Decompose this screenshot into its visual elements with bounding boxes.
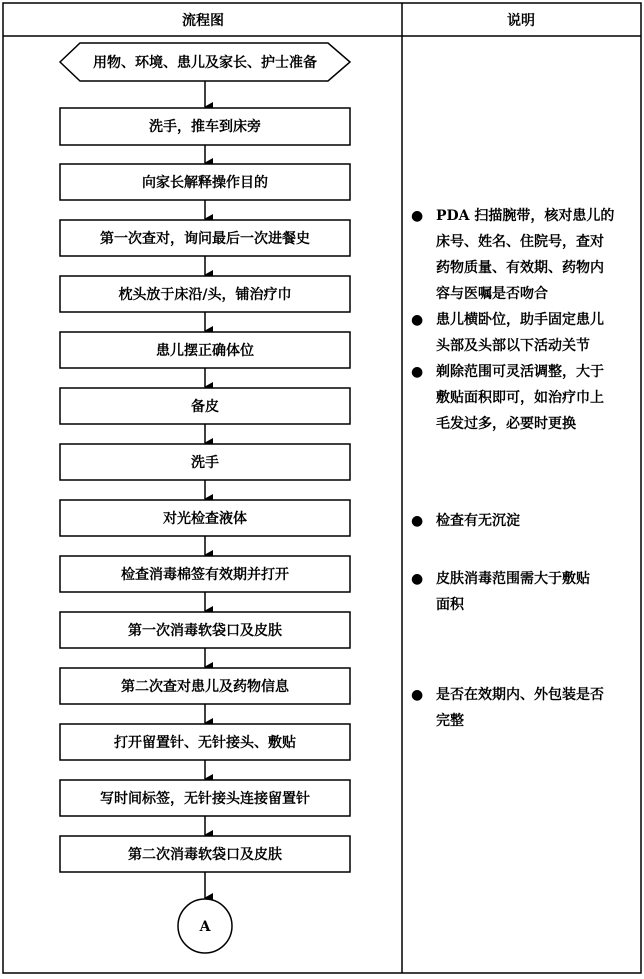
note-line: 是否在效期内、外包装是否 bbox=[436, 687, 604, 703]
step-text-8: 对光检查液体 bbox=[163, 511, 247, 527]
step-text-2: 向家长解释操作目的 bbox=[142, 175, 268, 191]
note-line: 头部及头部以下活动关节 bbox=[436, 338, 590, 354]
note-line: 患儿横卧位，助手固定患儿 bbox=[436, 312, 604, 328]
note-bullet-4: ● bbox=[411, 513, 424, 529]
step-text-1: 洗手，推车到床旁 bbox=[149, 119, 261, 135]
flow-column-header: 流程图 bbox=[182, 13, 224, 29]
step-text-13: 写时间标签，无针接头连接留置针 bbox=[100, 791, 310, 807]
step-text-7: 洗手 bbox=[191, 455, 219, 471]
connector-a-label: A bbox=[199, 919, 211, 935]
note-line: 完整 bbox=[436, 713, 464, 729]
note-bullet-1: ● bbox=[411, 208, 424, 224]
step-text-12: 打开留置针、无针接头、敷贴 bbox=[114, 735, 296, 751]
note-line: 床号、姓名、住院号，查对 bbox=[436, 234, 604, 250]
note-line: 药物质量、有效期、药物内 bbox=[436, 260, 604, 276]
note-line: 检查有无沉淀 bbox=[436, 513, 520, 529]
note-line: 面积 bbox=[436, 597, 464, 613]
note-expiry-packaging bbox=[436, 682, 632, 734]
step-text-10: 第一次消毒软袋口及皮肤 bbox=[128, 623, 282, 639]
step-text-6: 备皮 bbox=[191, 399, 219, 415]
note-line: 剃除范围可灵活调整，大于 bbox=[436, 364, 604, 380]
step-text-3: 第一次查对，询问最后一次进餐史 bbox=[100, 231, 310, 247]
note-line: 容与医嘱是否吻合 bbox=[436, 286, 548, 302]
note-bullet-3: ● bbox=[411, 364, 424, 380]
step-text-14: 第二次消毒软袋口及皮肤 bbox=[128, 847, 282, 863]
note-line: 皮肤消毒范围需大于敷贴 bbox=[436, 571, 590, 587]
note-disinfection bbox=[436, 566, 632, 618]
step-text-4: 枕头放于床沿/头，铺治疗巾 bbox=[118, 287, 292, 303]
note-bullet-5: ● bbox=[411, 571, 424, 587]
start-preparation-text: 用物、环境、患儿及家长、护士准备 bbox=[93, 55, 317, 71]
desc-column-header: 说明 bbox=[507, 13, 535, 29]
note-position bbox=[436, 307, 632, 359]
step-text-5: 患儿摆正确体位 bbox=[156, 343, 254, 359]
note-line: 敷贴面积即可，如治疗巾上 bbox=[436, 390, 604, 406]
note-bullet-2: ● bbox=[411, 312, 424, 328]
note-pda-scan bbox=[436, 203, 632, 307]
note-line: 毛发过多，必要时更换 bbox=[436, 416, 576, 432]
note-line: PDA 扫描腕带，核对患儿的 bbox=[436, 208, 615, 224]
step-text-9: 检查消毒棉签有效期并打开 bbox=[121, 567, 289, 583]
step-text-11: 第二次查对患儿及药物信息 bbox=[121, 679, 289, 695]
note-bullet-6: ● bbox=[411, 687, 424, 703]
note-precipitate bbox=[436, 508, 632, 534]
note-shaving bbox=[436, 359, 632, 437]
table-border bbox=[3, 3, 641, 973]
